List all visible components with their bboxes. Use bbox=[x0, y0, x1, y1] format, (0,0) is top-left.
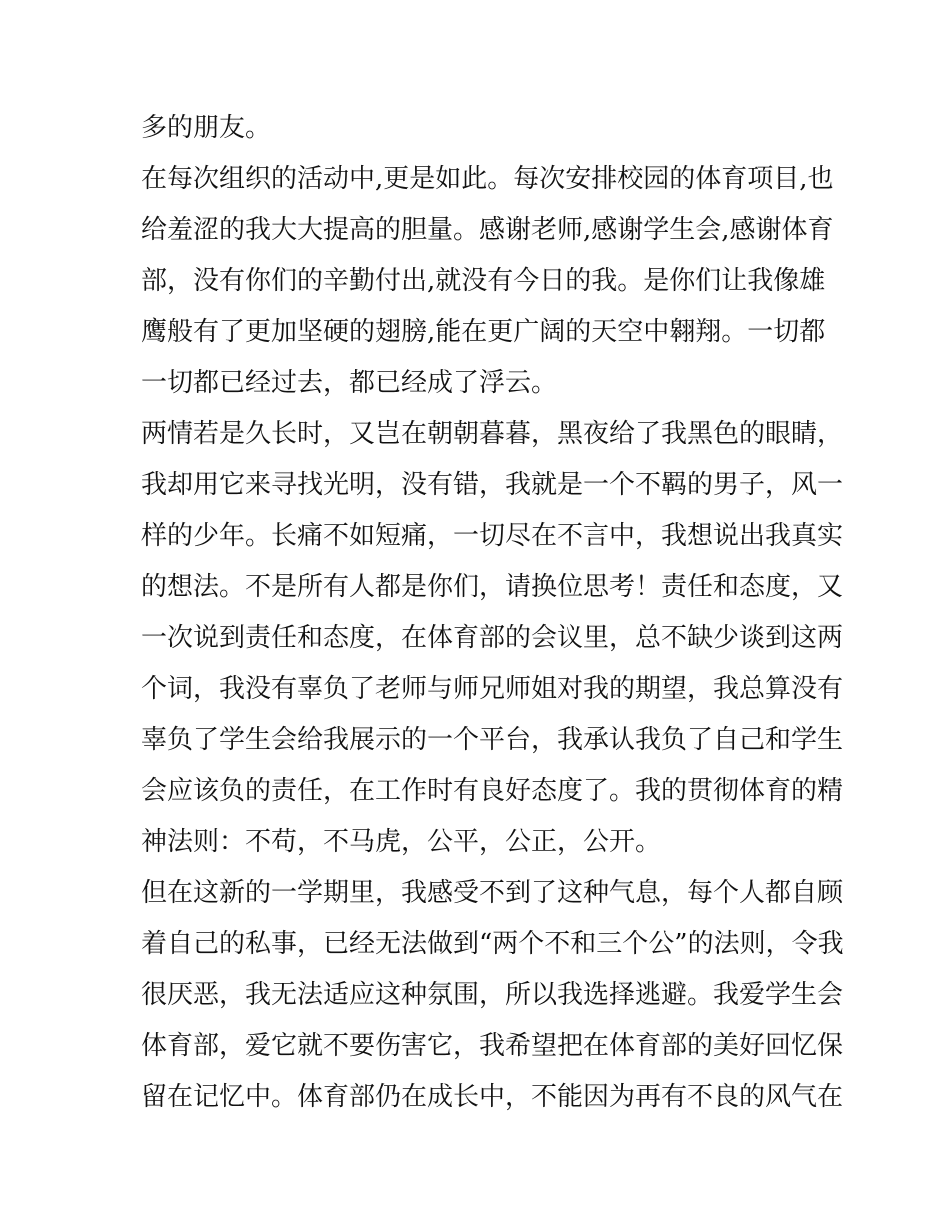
text-line: 一切都已经过去，都已经成了浮云。 bbox=[141, 368, 558, 398]
text-line: 会应该负的责任，在工作时有良好态度了。我的贯彻体育的精 bbox=[141, 776, 844, 806]
text-line: 的想法。不是所有人都是你们，请换位思考！责任和态度，又 bbox=[141, 572, 844, 602]
text-line: 鹰般有了更加坚硬的翅膀,能在更广阔的天空中翱翔。一切都 bbox=[141, 317, 826, 347]
text-line: 一次说到责任和态度，在体育部的会议里，总不缺少谈到这两 bbox=[141, 623, 844, 653]
text-line: 神法则：不苟，不马虎，公平，公正，公开。 bbox=[141, 827, 662, 857]
text-line: 很厌恶，我无法适应这种氛围，所以我选择逃避。我爱学生会 bbox=[141, 980, 844, 1010]
text-line: 我却用它来寻找光明，没有错，我就是一个不羁的男子，风一 bbox=[141, 470, 844, 500]
text-line: 多的朋友。 bbox=[141, 113, 272, 143]
text-line: 样的少年。长痛不如短痛，一切尽在不言中，我想说出我真实 bbox=[141, 521, 844, 551]
text-line: 两情若是久长时，又岂在朝朝暮暮，黑夜给了我黑色的眼睛， bbox=[141, 419, 844, 449]
text-line: 辜负了学生会给我展示的一个平台，我承认我负了自己和学生 bbox=[141, 725, 844, 755]
text-line: 留在记忆中。体育部仍在成长中，不能因为再有不良的风气在 bbox=[141, 1082, 844, 1112]
text-line: 体育部，爱它就不要伤害它，我希望把在体育部的美好回忆保 bbox=[141, 1031, 844, 1061]
text-line: 给羞涩的我大大提高的胆量。感谢老师,感谢学生会,感谢体育 bbox=[141, 215, 834, 245]
text-line: 在每次组织的活动中,更是如此。每次安排校园的体育项目,也 bbox=[141, 164, 834, 194]
text-line: 部，没有你们的辛勤付出,就没有今日的我。是你们让我像雄 bbox=[141, 266, 826, 296]
text-line: 着自己的私事，已经无法做到“两个不和三个公”的法则，令我 bbox=[141, 929, 844, 959]
text-line: 但在这新的一学期里，我感受不到了这种气息，每个人都自顾 bbox=[141, 878, 844, 908]
text-line: 个词，我没有辜负了老师与师兄师姐对我的期望，我总算没有 bbox=[141, 674, 844, 704]
